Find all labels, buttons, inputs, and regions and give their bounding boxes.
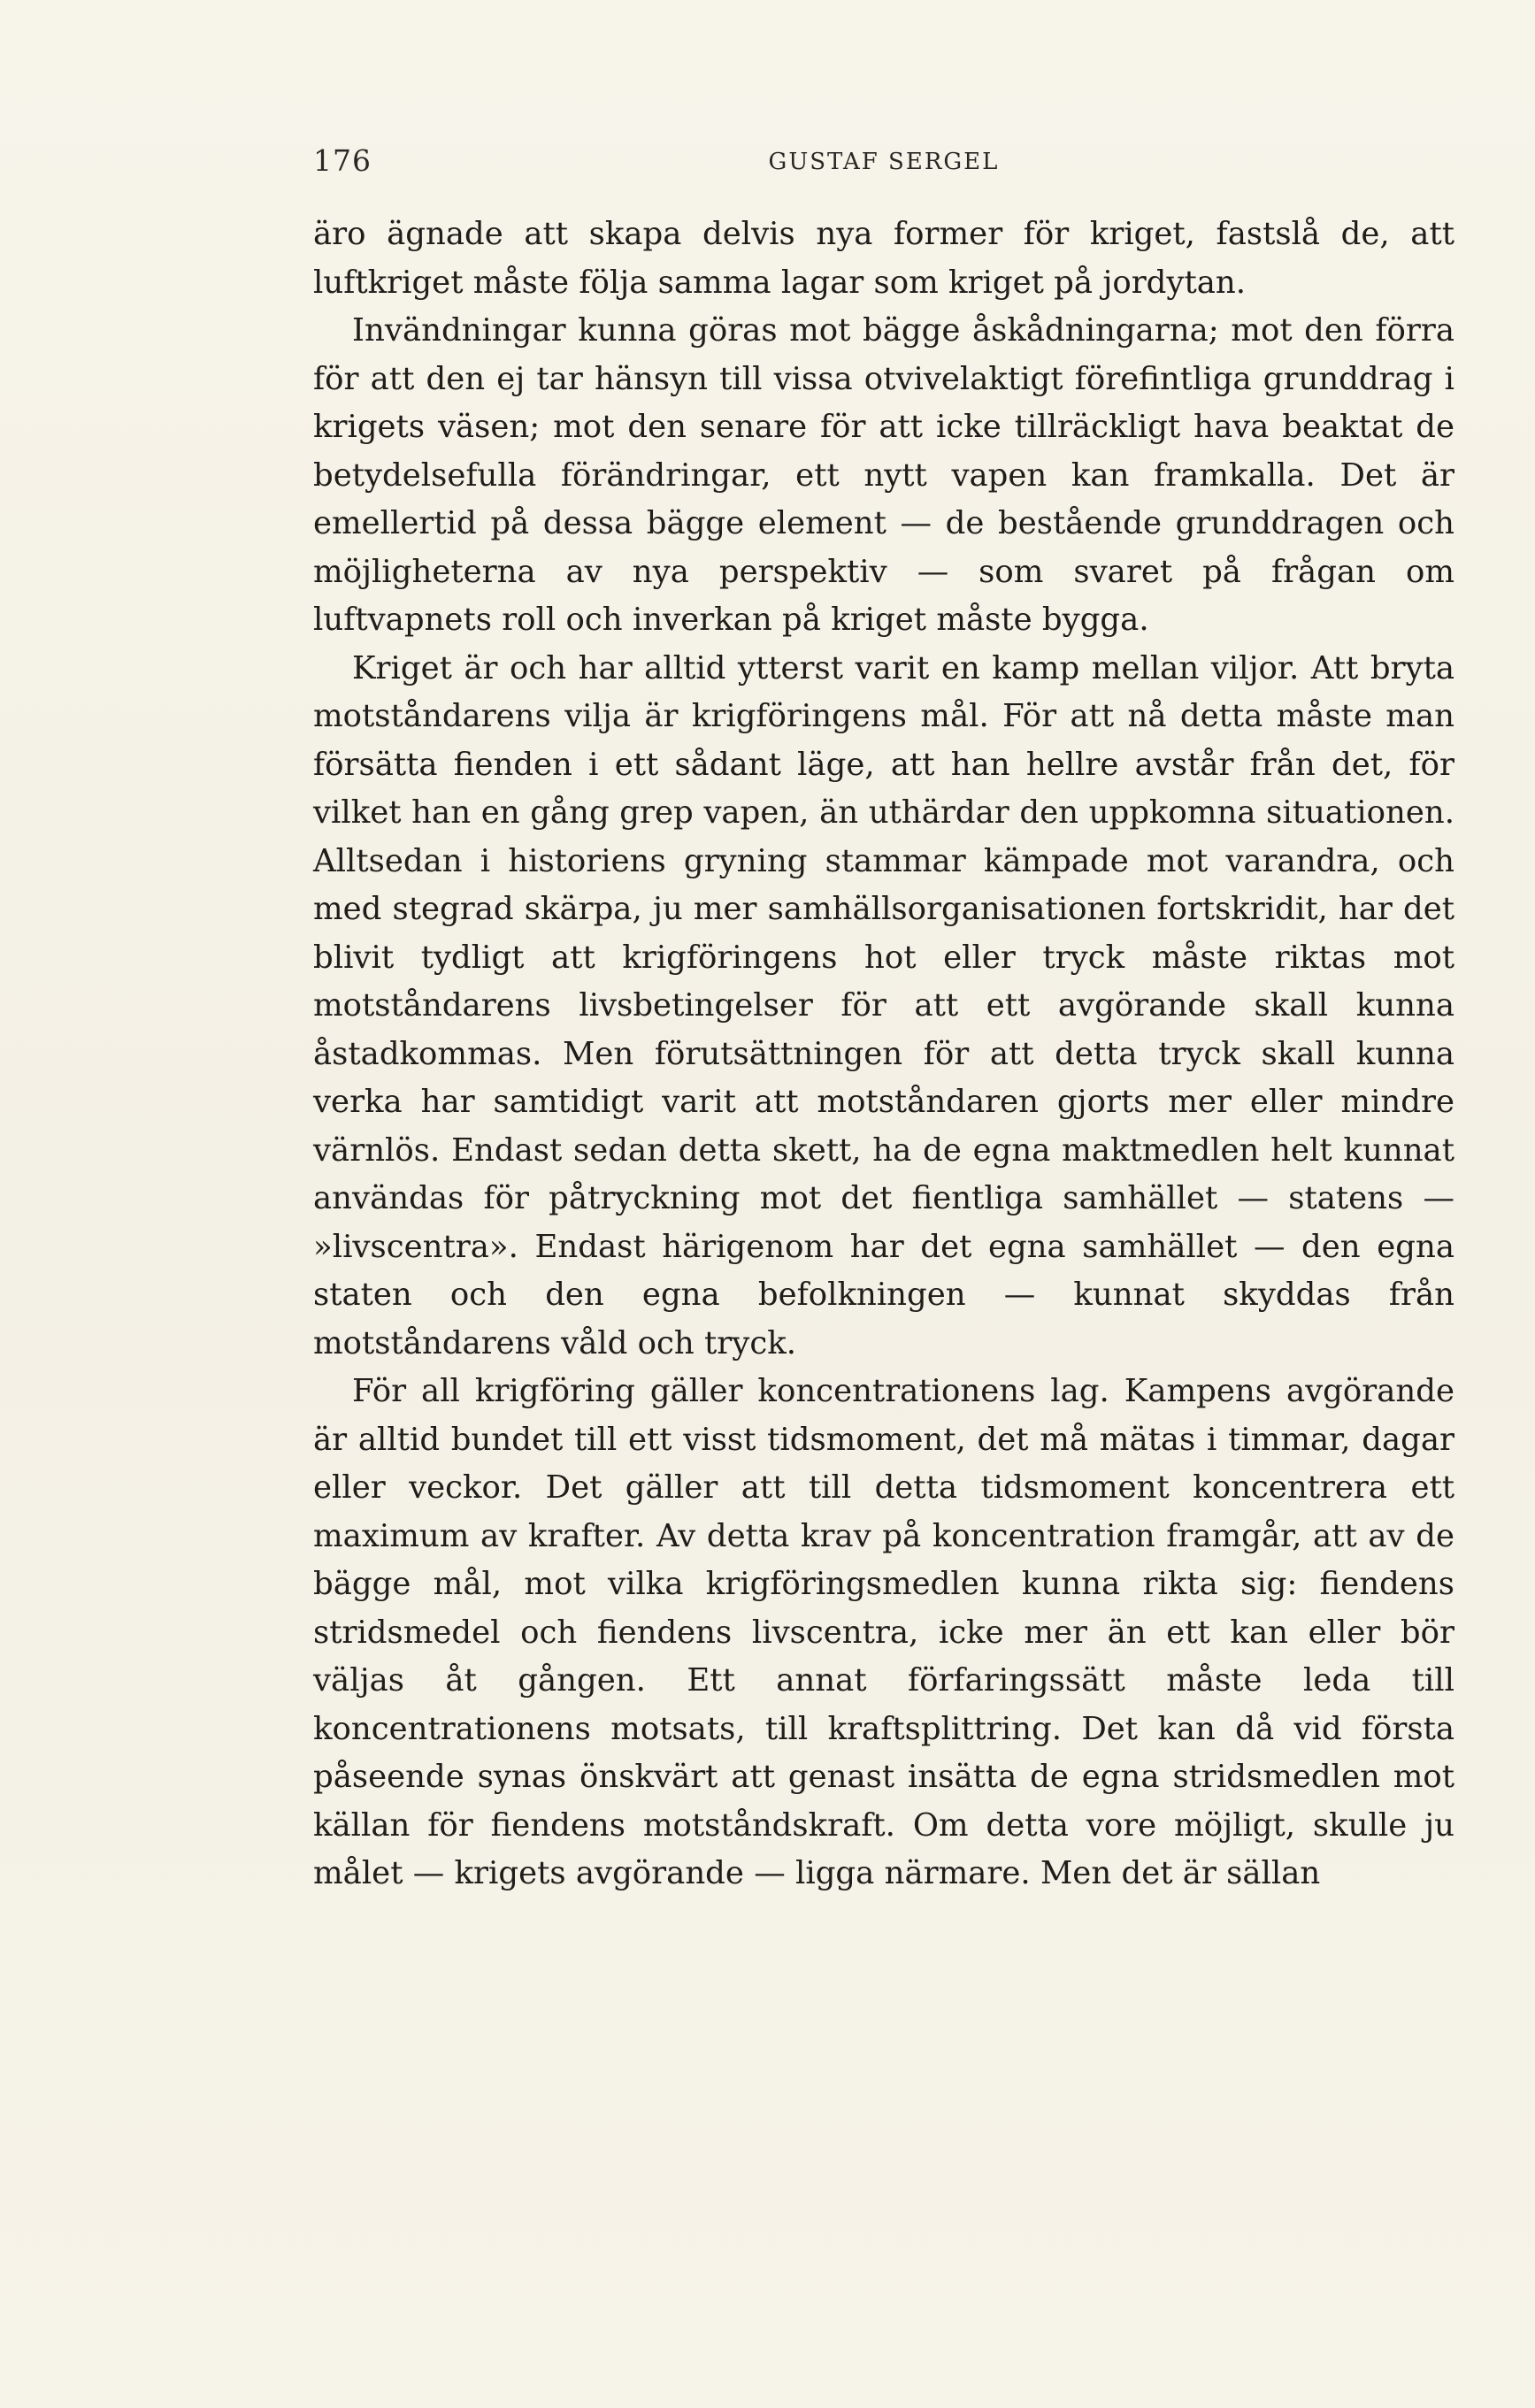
- page-number: 176: [313, 143, 372, 178]
- paragraph: äro ägnade att skapa delvis nya former för kriget, fastslå de, att luftkriget måste följa samma lagar som kriget på jordytan.: [313, 216, 1454, 301]
- running-head: GUSTAF SERGEL: [768, 149, 1000, 175]
- paragraph: Kriget är och har alltid ytterst varit en kamp mellan viljor. Att bryta motståndarens vilja är krigföringens mål. För att nå detta måste man försätta fienden i ett sådant läge, att han hellre avstår från det, för vilket han en gång grep vapen, än uthärdar den uppkomna situationen. Alltsedan i historiens gryning stammar kämpade mot varandra, och med stegrad skärpa, ju mer samhällsorganisationen fortskridit, har det blivit tydligt att krigföringens hot eller tryck måste riktas mot motståndarens livsbetingelser för att ett avgörande skall kunna åstadkommas. Men förutsättningen för att detta tryck skall kunna verka har samtidigt varit att motståndaren gjorts mer eller mindre värnlös. Endast sedan detta skett, ha de egna maktmedlen helt kunnat användas för påtryckning mot det fientliga samhället — statens — »livscentra». Endast härigenom har det egna samhället — den egna staten och den egna befolkningen — kunnat skyddas från motståndarens våld och tryck.: [313, 649, 1454, 1361]
- paragraph: Invändningar kunna göras mot bägge åskådningarna; mot den förra för att den ej tar hänsyn till vissa otvivelaktigt förefintliga grunddrag i krigets väsen; mot den senare för att icke tillräckligt hava beaktat de betydelsefulla förändringar, ett nytt vapen kan framkalla. Det är emellertid på dessa bägge element — de bestående grunddragen och möjligheterna av nya perspektiv — som svaret på frågan om luftvapnets roll och inverkan på kriget måste bygga.: [313, 312, 1454, 638]
- paragraph: För all krigföring gäller koncentrationens lag. Kampens avgörande är alltid bundet till ett visst tidsmoment, det må mätas i timmar, dagar eller veckor. Det gäller att till detta tidsmoment koncentrera ett maximum av krafter. Av detta krav på koncentration framgår, att av de bägge mål, mot vilka krigföringsmedlen kunna rikta sig: fiendens stridsmedel och fiendens livscentra, icke mer än ett kan eller bör väljas åt gången. Ett annat förfaringssätt måste leda till koncentrationens motsats, till kraftsplittring. Det kan då vid första påseende synas önskvärt att genast insätta de egna stridsmedlen mot källan för fiendens motståndskraft. Om detta vore möjligt, skulle ju målet — krigets avgörande — ligga närmare. Men det är sällan: [313, 1373, 1454, 1891]
- body-text: [313, 211, 1454, 1898]
- page-header: [313, 143, 1454, 184]
